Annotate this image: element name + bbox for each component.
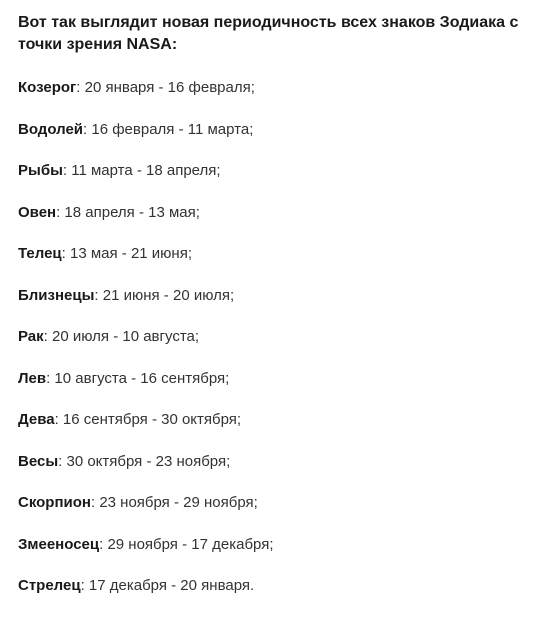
sign-name: Стрелец xyxy=(18,577,81,594)
sign-name: Рыбы xyxy=(18,162,63,179)
date-range: : 11 марта - 18 апреля; xyxy=(62,162,221,179)
date-range: : 16 февраля - 11 марта; xyxy=(83,120,254,138)
zodiac-entry-pisces xyxy=(18,161,523,203)
zodiac-entry-sagittarius xyxy=(18,576,523,618)
zodiac-entry-scorpio xyxy=(18,493,523,535)
date-range: : 30 октября - 23 ноября; xyxy=(58,452,231,470)
zodiac-entry-ophiuchus xyxy=(18,535,523,577)
sign-name: Скорпион xyxy=(18,494,91,511)
zodiac-entry-virgo xyxy=(18,410,523,452)
sign-name: Дева xyxy=(18,411,55,428)
document xyxy=(18,12,523,594)
zodiac-list xyxy=(18,78,523,618)
date-range: : 18 апреля - 13 мая; xyxy=(56,203,200,221)
date-range: : 20 июля - 10 августа; xyxy=(43,328,200,345)
date-range: : 29 ноября - 17 декабря; xyxy=(99,535,274,553)
date-range: : 17 декабря - 20 января. xyxy=(80,577,255,594)
sign-name: Телец xyxy=(18,245,62,262)
date-range: : 21 июня - 20 июля; xyxy=(94,286,235,304)
date-range: : 13 мая - 21 июня; xyxy=(61,245,193,262)
zodiac-entry-cancer xyxy=(18,327,523,369)
zodiac-entry-capricorn xyxy=(18,78,523,120)
sign-name: Змееносец xyxy=(18,535,100,553)
zodiac-entry-libra xyxy=(18,452,523,494)
date-range: : 23 ноября - 29 ноября; xyxy=(90,494,258,511)
date-range: : 10 августа - 16 сентября; xyxy=(46,369,230,387)
heading: Вот так выглядит новая периодичность всех знаков Зодиака с точки зрения NASA: xyxy=(18,14,519,53)
date-range: : 16 сентября - 30 октября; xyxy=(54,411,242,428)
zodiac-entry-gemini xyxy=(18,286,523,328)
sign-name: Козерог xyxy=(18,79,77,96)
sign-name: Весы xyxy=(18,452,59,470)
zodiac-entry-aquarius xyxy=(18,120,523,162)
sign-name: Близнецы xyxy=(18,286,95,304)
zodiac-entry-leo xyxy=(18,369,523,411)
date-range: : 20 января - 16 февраля; xyxy=(76,79,255,96)
sign-name: Рак xyxy=(18,328,44,345)
zodiac-entry-taurus xyxy=(18,244,523,286)
sign-name: Лев xyxy=(18,369,47,387)
zodiac-entry-aries xyxy=(18,203,523,245)
sign-name: Овен xyxy=(18,203,57,221)
sign-name: Водолей xyxy=(18,120,84,138)
